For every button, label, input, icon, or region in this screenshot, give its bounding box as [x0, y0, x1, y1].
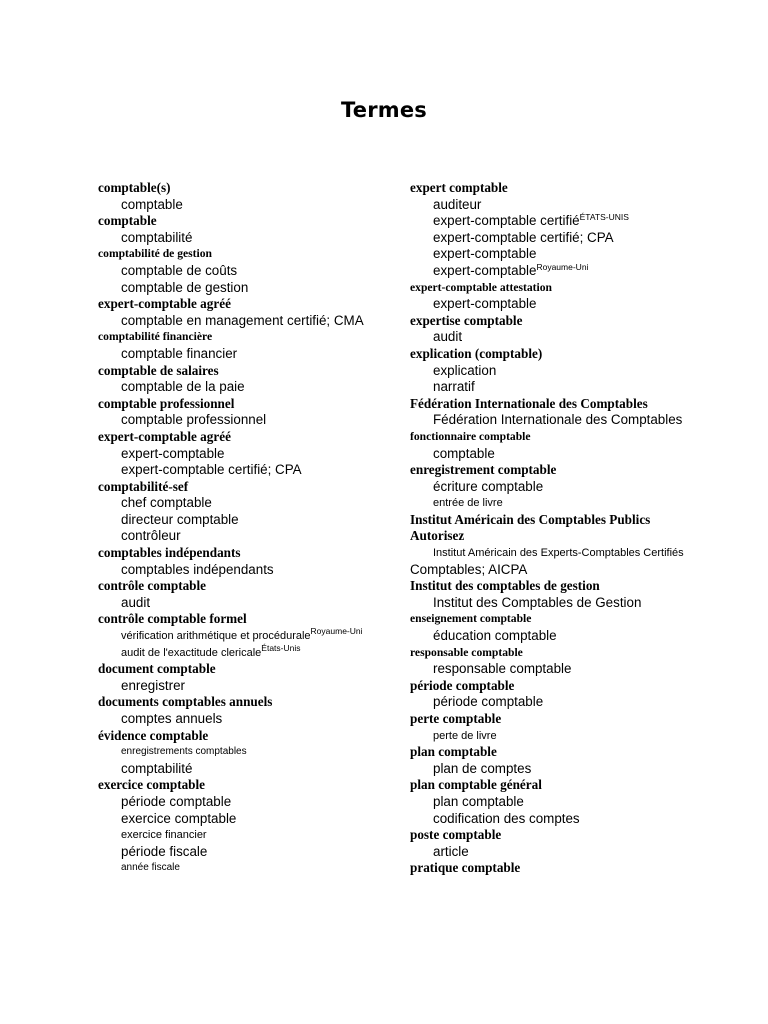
term-translation-text: écriture comptable [433, 478, 544, 494]
term-heading [410, 512, 750, 529]
term-translation-text: comptables indépendants [121, 561, 274, 577]
term-translation [98, 263, 398, 280]
term-heading [98, 213, 398, 230]
term-heading [98, 396, 398, 413]
term-translation [98, 313, 398, 330]
term-heading-text: fonctionnaire comptable [410, 429, 531, 443]
term-heading-text: poste comptable [410, 827, 502, 843]
term-heading-text: enseignement comptable [410, 612, 532, 626]
term-heading-text: Fédération Internationale des Comptables [410, 395, 648, 411]
term-translation [98, 495, 398, 512]
term-translation [98, 811, 398, 828]
term-heading-text: période comptable [410, 677, 515, 693]
term-heading-text: expert-comptable attestation [410, 280, 552, 294]
term-heading-text: expert-comptable agréé [98, 428, 231, 444]
term-translation-text: narratif [433, 379, 475, 395]
term-translation-text: audit de l'exactitude clericale [121, 646, 262, 659]
term-heading-text: plan comptable général [410, 777, 542, 793]
term-heading-text: comptabilité financière [98, 330, 213, 344]
term-translation-text: directeur comptable [121, 511, 239, 527]
term-translation [410, 545, 750, 562]
term-heading-text: pratique comptable [410, 860, 521, 876]
term-translation-text: comptable [121, 196, 183, 212]
term-translation-text: expert-comptable [121, 445, 225, 461]
term-heading-text: expert-comptable agréé [98, 296, 231, 312]
term-heading [410, 645, 750, 662]
term-heading-text: comptable [98, 213, 157, 229]
term-translation-text: auditeur [433, 196, 482, 212]
term-translation [410, 246, 750, 263]
term-heading-text: comptabilité de gestion [98, 247, 212, 261]
term-heading [98, 661, 398, 678]
term-translation [410, 728, 750, 745]
term-translation [98, 197, 398, 214]
term-heading [98, 246, 398, 263]
term-translation-text: article [433, 843, 469, 859]
term-translation [98, 595, 398, 612]
term-translation [410, 329, 750, 346]
term-translation [98, 678, 398, 695]
term-heading [410, 744, 750, 761]
term-translation-text: audit [433, 329, 463, 345]
term-translation [98, 346, 398, 363]
term-translation-text: contrôleur [121, 528, 181, 544]
term-translation-text: codification des comptes [433, 810, 580, 826]
term-translation [98, 711, 398, 728]
region-label: ÉTATS-UNIS [579, 212, 629, 223]
left-term-column [98, 180, 398, 877]
term-translation [410, 811, 750, 828]
term-heading-text: contrôle comptable [98, 578, 207, 594]
term-translation [98, 528, 398, 545]
term-heading [98, 429, 398, 446]
term-translation [410, 446, 750, 463]
term-heading-text: contrôle comptable formel [98, 611, 247, 627]
term-translation [410, 794, 750, 811]
term-heading-text: comptabilité-sef [98, 478, 189, 494]
term-heading [410, 711, 750, 728]
term-translation [410, 263, 750, 280]
term-heading [410, 462, 750, 479]
term-translation-text: Institut des Comptables de Gestion [433, 594, 642, 610]
term-heading-text: enregistrement comptable [410, 462, 557, 478]
term-heading-text: document comptable [98, 661, 216, 677]
term-heading-text: explication (comptable) [410, 345, 543, 361]
term-translation-text: comptable financier [121, 345, 238, 361]
term-translation-text: exercice comptable [121, 810, 237, 826]
term-heading [98, 545, 398, 562]
term-translation [410, 595, 750, 612]
term-translation-text: vérification arithmétique et procédurale [121, 630, 311, 643]
page-title: Termes [341, 98, 427, 122]
term-translation [98, 761, 398, 778]
term-translation-text: responsable comptable [433, 661, 572, 677]
term-translation [98, 642, 398, 662]
term-heading [410, 396, 750, 413]
region-label: Royaume-Uni [310, 626, 363, 637]
term-translation-text: plan comptable [433, 793, 524, 809]
term-translation-text: enregistrer [121, 677, 186, 693]
term-translation [410, 562, 750, 579]
term-translation-text: comptable de coûts [121, 262, 238, 278]
term-translation [410, 412, 750, 429]
term-heading [98, 180, 398, 197]
term-heading [410, 611, 750, 628]
right-term-column [410, 180, 750, 877]
term-heading [410, 346, 750, 363]
term-translation-text: expert-comptable certifié; CPA [433, 229, 614, 245]
term-heading-text: expert comptable [410, 180, 508, 195]
term-translation-text: Institut Américain des Experts-Comptables Certifiés [433, 547, 684, 560]
term-translation [98, 512, 398, 529]
term-translation-text: Comptables; AICPA [410, 561, 528, 577]
term-translation [98, 628, 398, 645]
term-heading-text: comptables indépendants [98, 545, 241, 561]
term-translation-text: comptes annuels [121, 711, 223, 726]
term-translation [410, 363, 750, 380]
term-translation [410, 379, 750, 396]
term-heading-text: exercice comptable [98, 777, 206, 793]
term-heading-text: comptable de salaires [98, 362, 219, 378]
term-heading-text: plan comptable [410, 744, 497, 760]
term-translation [98, 860, 398, 877]
term-translation-text: comptable de gestion [121, 279, 249, 295]
term-translation [410, 495, 750, 512]
term-heading [410, 827, 750, 844]
term-translation-text: comptable en management certifié; CMA [121, 312, 364, 328]
term-heading [410, 578, 750, 595]
term-translation [98, 744, 398, 761]
term-heading-text: comptable(s) [98, 180, 171, 195]
term-heading [410, 678, 750, 695]
term-translation-text: période comptable [121, 793, 232, 809]
term-translation-text: expert-comptable [433, 262, 537, 278]
term-translation-text: comptabilité [121, 760, 193, 776]
term-translation-text: comptabilité [121, 229, 193, 245]
term-translation [98, 446, 398, 463]
term-translation [410, 694, 750, 711]
term-heading-text: Institut des comptables de gestion [410, 578, 600, 594]
term-heading-text: perte comptable [410, 711, 502, 726]
term-translation [98, 412, 398, 429]
term-heading [98, 694, 398, 711]
term-heading-text: responsable comptable [410, 645, 523, 659]
term-heading-text: évidence comptable [98, 727, 209, 743]
term-translation [410, 628, 750, 645]
term-heading-text: Institut Américain des Comptables Publics [410, 511, 651, 527]
term-heading-text: documents comptables annuels [98, 694, 273, 710]
term-translation-text: comptable professionnel [121, 412, 267, 428]
region-label: Royaume-Uni [536, 261, 589, 272]
term-translation-text: exercice financier [121, 829, 207, 842]
term-heading [98, 777, 398, 794]
term-translation-text: éducation comptable [433, 628, 557, 644]
term-translation [410, 230, 750, 247]
term-translation-text: période comptable [433, 694, 544, 710]
term-translation [410, 844, 750, 861]
term-translation [98, 562, 398, 579]
term-heading-text: Autorisez [410, 528, 465, 544]
term-translation-text: plan de comptes [433, 760, 532, 776]
term-translation-text: expert-comptable certifié; CPA [121, 462, 302, 478]
term-translation [98, 230, 398, 247]
region-label: États-Unis [261, 642, 301, 653]
term-translation-text: période fiscale [121, 843, 208, 859]
term-translation [98, 462, 398, 479]
term-translation-text: enregistrements comptables [121, 746, 247, 758]
term-heading [410, 180, 750, 197]
term-translation [410, 761, 750, 778]
term-translation-text: expert-comptable [433, 246, 537, 262]
term-translation [410, 296, 750, 313]
term-heading [410, 860, 750, 877]
term-translation [410, 479, 750, 496]
term-translation [410, 213, 750, 230]
term-translation [98, 280, 398, 297]
term-heading [98, 363, 398, 380]
term-translation [98, 379, 398, 396]
term-heading [98, 479, 398, 496]
term-translation-text: comptable de la paie [121, 379, 245, 395]
term-heading [410, 429, 750, 446]
term-translation-text: comptable [433, 445, 495, 461]
term-translation-text: entrée de livre [433, 497, 503, 510]
term-heading-text: expertise comptable [410, 312, 523, 328]
term-heading-text: comptable professionnel [98, 395, 235, 411]
term-translation-text: chef comptable [121, 495, 212, 511]
term-translation-text: Fédération Internationale des Comptables [433, 412, 683, 428]
term-translation [410, 661, 750, 678]
term-heading [410, 313, 750, 330]
term-translation [98, 827, 398, 844]
term-translation [98, 844, 398, 861]
term-heading [98, 296, 398, 313]
term-heading [98, 329, 398, 346]
term-translation [410, 197, 750, 214]
term-heading [98, 578, 398, 595]
term-heading [410, 777, 750, 794]
term-heading [410, 528, 750, 545]
term-heading [98, 728, 398, 745]
term-translation-text: expert-comptable certifié [433, 213, 580, 229]
term-translation-text: explication [433, 362, 497, 378]
term-translation-text: expert-comptable [433, 296, 537, 312]
term-translation-text: perte de livre [433, 729, 497, 742]
term-translation-text: année fiscale [121, 862, 180, 874]
term-heading [410, 280, 750, 297]
term-translation-text: audit [121, 594, 151, 610]
term-translation [98, 794, 398, 811]
